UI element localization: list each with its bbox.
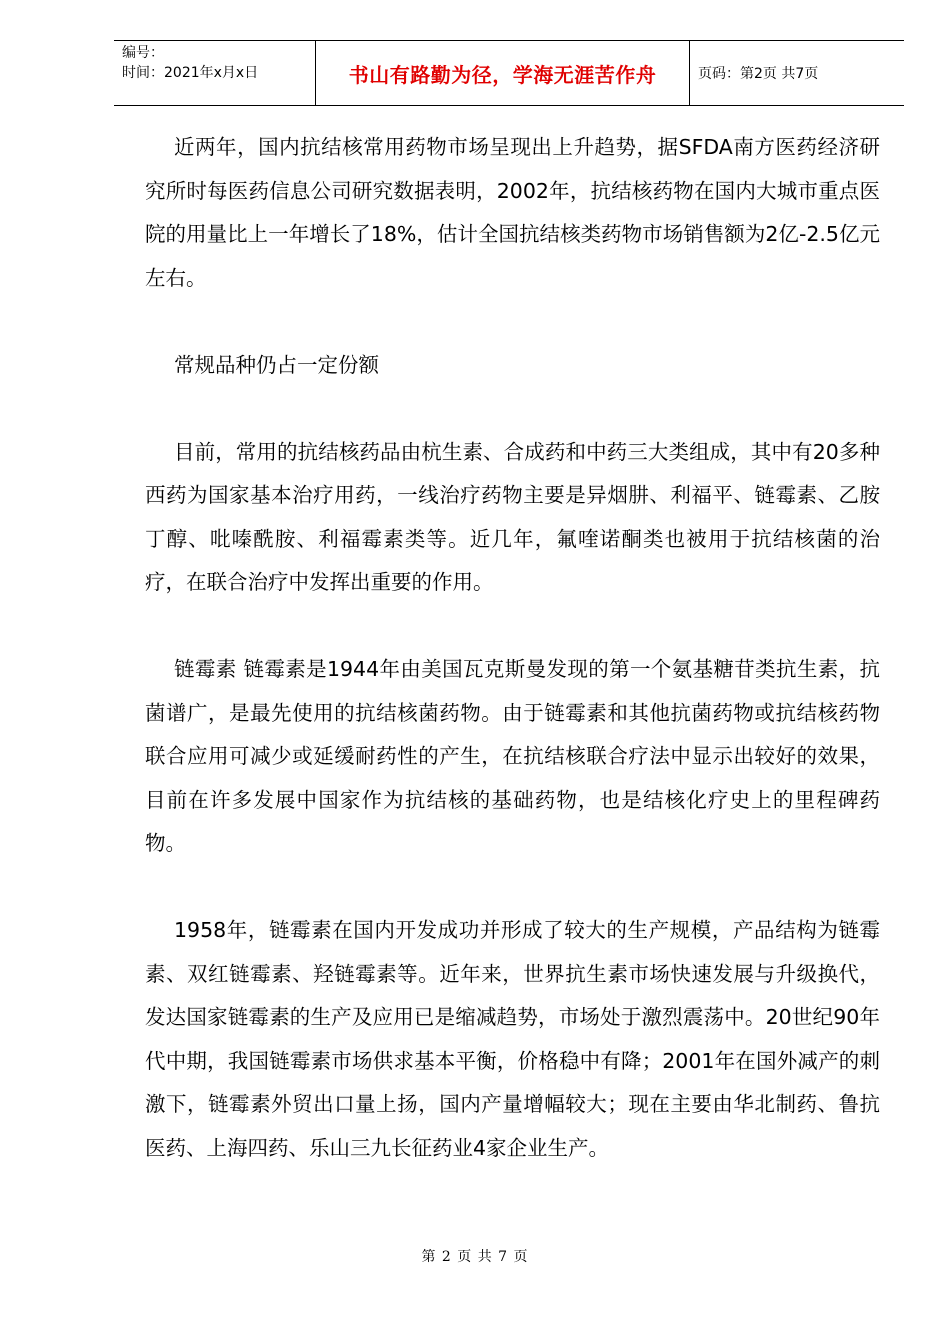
page-header bbox=[114, 40, 904, 106]
paragraph-streptomycin-production: 1958年，链霉素在国内开发成功并形成了较大的生产规模，产品结构为链霉素、双红链霉素、羟链霉素等。近年来，世界抗生素市场快速发展与升级换代，发达国家链霉素的生产及应用已是缩减趋势，市场处于激烈震荡中。20世纪90年代中期，我国链霉素市场供求基本平衡，价格稳中有降；2001年在国外减产的刺激下，链霉素外贸出口量上扬，国内产量增幅较大；现在主要由华北制药、鲁抗医药、上海四药、乐山三九长征药业4家企业生产。 bbox=[145, 918, 880, 1160]
paragraph-common-drugs: 目前，常用的抗结核药品由杭生素、合成药和中药三大类组成，其中有20多种西药为国家基本治疗用药，一线治疗药物主要是异烟肼、利福平、链霉素、乙胺丁醇、吡嗪酰胺、利福霉素类等。近几年，氟喹诺酮类也被用于抗结核菌的治疗，在联合治疗中发挥出重要的作用。 bbox=[145, 439, 880, 594]
document-number: 编号： bbox=[122, 45, 164, 61]
document-body bbox=[145, 126, 880, 1214]
header-motto: 书山有路勤为径，学海无涯苦作舟 bbox=[348, 62, 657, 87]
page-footer: 第 2 页 共 7 页 bbox=[421, 1249, 529, 1265]
paragraph-streptomycin: 链霉素 链霉素是1944年由美国瓦克斯曼发现的第一个氨基糖苷类抗生素，抗菌谱广，是最先使用的抗结核菌药物。由于链霉素和其他抗菌药物或抗结核药物联合应用可减少或延缓耐药性的产生，在抗结核联合疗法中显示出较好的效果，目前在许多发展中国家作为抗结核的基础药物，也是结核化疗史上的里程碑药物。 bbox=[145, 657, 880, 855]
document-time: 时间：2021年x月x日 bbox=[122, 65, 259, 81]
paragraph-market-trend: 近两年，国内抗结核常用药物市场呈现出上升趋势，据SFDA南方医药经济研究所时每医药信息公司研究数据表明，2002年，抗结核药物在国内大城市重点医院的用量比上一年增长了18%，估计全国抗结核类药物市场销售额为2亿-2.5亿元左右。 bbox=[145, 135, 880, 290]
header-meta bbox=[114, 41, 316, 105]
header-motto-cell bbox=[316, 41, 690, 105]
header-page-number: 页码：第2页 共7页 bbox=[698, 66, 819, 82]
section-heading: 常规品种仍占一定份额 bbox=[174, 352, 379, 377]
